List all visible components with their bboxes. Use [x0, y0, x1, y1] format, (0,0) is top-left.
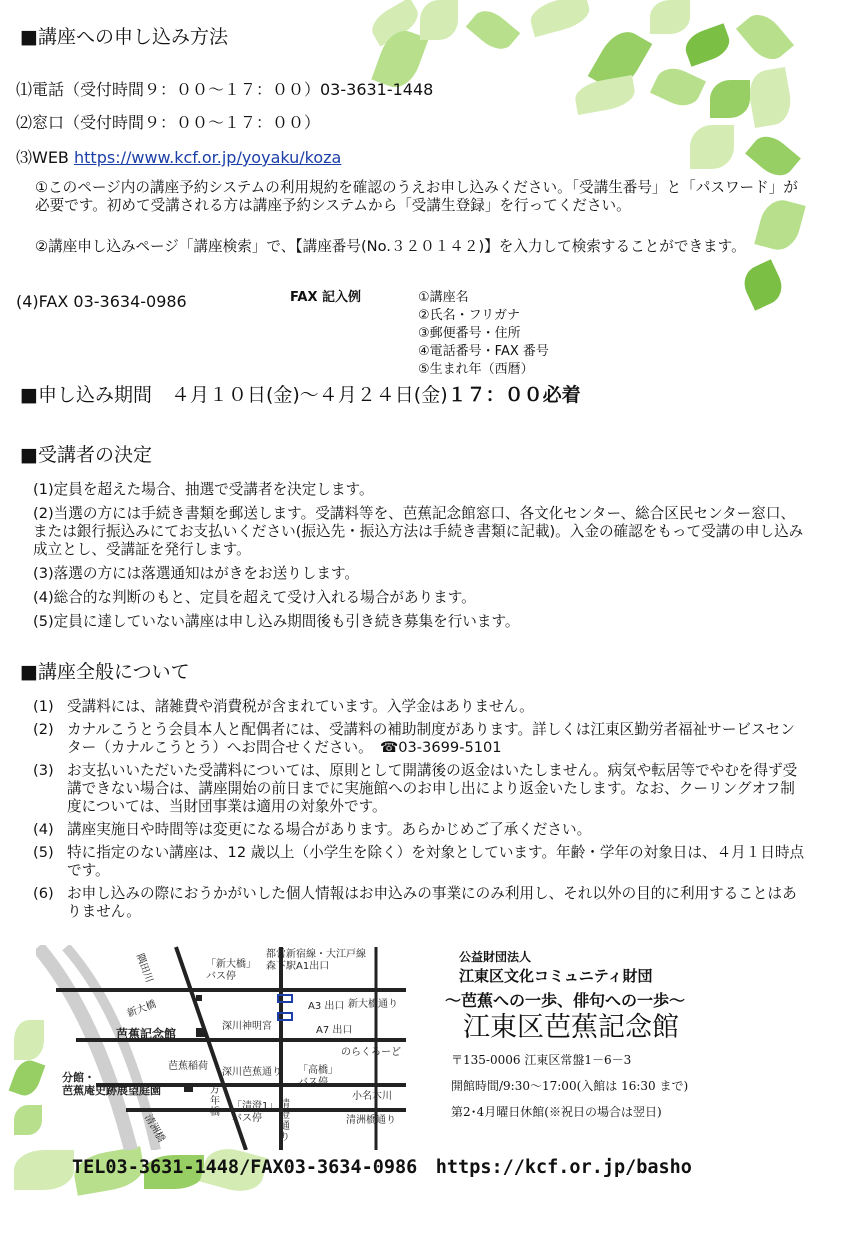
fax-example-list	[418, 289, 549, 379]
general-list	[33, 698, 808, 921]
general-item-num: (6)	[33, 885, 54, 902]
general-item	[33, 721, 808, 757]
map-label-kiyosubashi-dori: 清洲橋通り	[346, 1115, 396, 1126]
map-label-sumidagawa: 隅田川	[133, 952, 155, 985]
general-item-text: お申し込みの際におうかがいした個人情報はお申込みの事業にのみ利用し、それ以外の目的に利用することはありません。	[67, 885, 797, 920]
fax-item: ③郵便番号・住所	[418, 326, 521, 341]
map-label-shin-ohashi-bus: 「新大橋」 バス停	[206, 959, 256, 982]
map-label-shin-ohashi: 新大橋	[125, 999, 158, 1020]
access-map	[36, 945, 406, 1150]
period-label: ■申し込み期間 ４月１０日(金)～４月２４日(金)	[20, 384, 448, 406]
apply-fax: (4)FAX 03-3634-0986	[16, 292, 187, 311]
map-label-shin-ohashi-dori: 新大橋通り	[348, 999, 398, 1010]
decision-list	[33, 481, 808, 631]
general-item	[33, 698, 808, 716]
general-item-num: (5)	[33, 844, 54, 861]
map-label-basho-museum: 芭蕉記念館	[116, 1027, 177, 1041]
fax-item: ④電話番号・FAX 番号	[418, 344, 549, 359]
leaf-decoration-top	[350, 0, 810, 320]
map-label-bunkan: 分館・ 芭蕉庵史跡展望庭園	[62, 1071, 161, 1097]
apply-counter: ⑵窓口（受付時間９：００～１７：００）	[16, 113, 321, 132]
general-item	[33, 762, 808, 816]
general-item-num: (1)	[33, 698, 54, 715]
general-item-text: カナルこうとう会員本人と配偶者には、受講料の補助制度があります。詳しくは江東区勤労者福祉サービスセンター（カナルこうとう）へお問合せください。 ☎03-3699-5101	[67, 721, 795, 756]
general-item	[33, 844, 808, 880]
org-hours: 開館時間/9:30～17:00(入館は 16:30 まで)	[451, 1079, 689, 1093]
org-museum: 江東区芭蕉記念館	[463, 1012, 679, 1043]
period-deadline: １７：００必着	[447, 384, 581, 406]
apply-phone: ⑴電話（受付時間９：００～１７：００）03-3631-1448	[16, 80, 434, 99]
map-label-onagigawa: 小名木川	[352, 1091, 392, 1102]
general-heading: ■講座全般について	[20, 661, 190, 683]
map-label-fukagawa-shinmeigu: 深川神明宮	[222, 1021, 272, 1032]
general-item	[33, 885, 808, 921]
apply-web-label: ⑶WEB	[16, 148, 69, 167]
decision-item: (4)総合的な判断のもと、定員を超えて受け入れる場合があります。	[33, 589, 476, 606]
map-label-norakuro: のらくろーど	[341, 1047, 401, 1058]
apply-heading: ■講座への申し込み方法	[20, 26, 228, 48]
general-item-text: 受講料には、諸雑費や消費税が含まれています。入学金はありません。	[67, 698, 534, 715]
fax-item: ⑤生まれ年（西暦）	[418, 362, 534, 377]
org-closed: 第2･4月曜日休館(※祝日の場合は翌日)	[451, 1105, 662, 1119]
general-item-text: 講座実施日や時間等は変更になる場合があります。あらかじめご了承ください。	[67, 821, 592, 838]
general-item	[33, 821, 808, 839]
fax-example-label: FAX 記入例	[290, 290, 361, 305]
apply-web	[16, 145, 341, 168]
fax-item: ②氏名・フリガナ	[418, 308, 521, 323]
map-label-manneng: 万年橋	[210, 1085, 220, 1118]
map-label-basho-inari: 芭蕉稲荷	[168, 1061, 208, 1072]
decision-item: (1)定員を超えた場合、抽選で受講者を決定します。	[33, 481, 374, 498]
map-label-a7: A7 出口	[316, 1025, 353, 1036]
fax-item: ①講座名	[418, 290, 469, 305]
general-item-text: お支払いいただいた受講料については、原則として開講後の返金はいたしません。病気や転居等でやむを得ず受講できない場合は、講座開始の前日までに実施館へのお申し出により返金いたします。なお、クーリングオフ制度については、当財団事業は適用の対象外です。	[67, 762, 798, 815]
map-label-takabashi-bus: 「高橋」 バス停	[298, 1065, 338, 1088]
apply-web-note2: ②講座申し込みページ「講座検索」で、【講座番号(No.３２０１４２)】を入力して検索することができます。	[35, 238, 746, 255]
org-address: 〒135-0006 江東区常盤1－6－3	[451, 1053, 632, 1067]
web-link[interactable]: https://www.kcf.or.jp/yoyaku/koza	[74, 148, 342, 167]
decision-item: (2)当選の方には手続き書類を郵送します。受講料等を、芭蕉記念館窓口、各文化センター、総合区民センター窓口、または銀行振込みにてお支払いください(振込先・振込方法は手続き書類に記載)。入金の確認をもって受講の申し込み成立とし、受講証を発行します。	[33, 505, 804, 558]
org-slogan: ～芭蕉への一歩、俳句への一歩～	[445, 991, 686, 1010]
period-line	[20, 380, 581, 407]
general-item-text: 特に指定のない講座は、12 歳以上（小学生を除く）を対象としています。年齢・学年の対象日は、４月１日時点です。	[67, 844, 805, 879]
map-label-a3: A3 出口	[308, 1001, 345, 1012]
map-label-subway: 都営新宿線・大江戸線 森下駅A1出口	[266, 949, 366, 972]
org-block	[445, 948, 825, 1120]
general-item-num: (3)	[33, 762, 54, 779]
map-label-fukagawa-basho-dori: 深川芭蕉通り	[222, 1067, 282, 1078]
map-label-kiyosubashi: 清洲橋	[142, 1112, 167, 1145]
apply-web-note1: ①このページ内の講座予約システムの利用規約を確認のうえお申し込みください。「受講生番号」と「パスワード」が必要です。初めて受講される方は講座予約システムから「受講生登録」を行ってください。	[35, 179, 798, 214]
map-label-kiyosu-bus: 「清澄1」 バス停	[232, 1101, 279, 1124]
footer-contact: TEL03-3631-1448/FAX03-3634-0986 https://kcf.or.jp/basho	[72, 1157, 692, 1178]
map-label-kiyosumi-dori: 清澄通り	[280, 1099, 290, 1143]
decision-heading: ■受講者の決定	[20, 444, 152, 466]
decision-item: (5)定員に達していない講座は申し込み期間後も引き続き募集を行います。	[33, 613, 520, 630]
org-name: 江東区文化コミュニティ財団	[459, 967, 653, 985]
general-item-num: (2)	[33, 721, 54, 738]
general-item-num: (4)	[33, 821, 54, 838]
decision-item: (3)落選の方には落選通知はがきをお送りします。	[33, 565, 359, 582]
org-type: 公益財団法人	[459, 950, 532, 964]
